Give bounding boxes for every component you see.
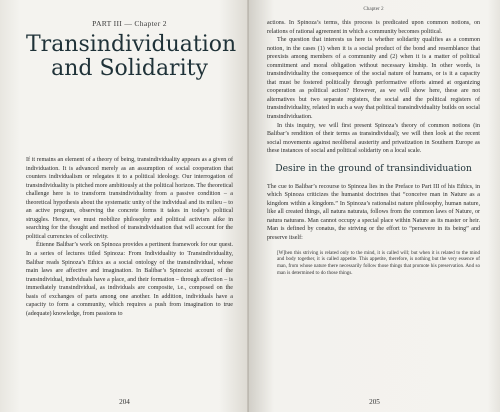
section-subheading: Desire in the ground of transindividuation xyxy=(275,162,472,174)
left-page xyxy=(0,0,249,412)
chapter-title-line-1: Transindividuation xyxy=(26,32,237,57)
left-body-text xyxy=(26,156,233,318)
page-number-left: 204 xyxy=(119,398,130,406)
running-head: Chapter 2 xyxy=(363,6,384,12)
left-paragraph-2: Étienne Balibar’s work on Spinoza provides a pertinent framework for our quest. In a series of lectures titled Spinoza: From Individuality to Transindividuality, Balibar reads Spinoza’s Ethics as a social ontology of the transindividual, whose main laws are affective and imagination. In Balibar’s Spinozist account of the transindividual, individuals have a place, and their formation – through affection – is immediately transindividual, as individuals are composite, i.e., composed on the basis of exchanges of parts among one another. In addition, individuals have a capacity to form a community, which requires a push from imagination to true (adequate) knowledge, from passions to xyxy=(26,242,233,317)
block-quote: [W]hen this striving is related only to the mind, it is called will; but when it is related to the mind and body together, it is called appetite. This appetite, therefore, is nothing but the very essence of man, from whose nature there necessarily follow those things that promote his preservation. And so man is determined to do those things. xyxy=(277,249,480,276)
left-paragraph-1: If it remains an element of a theory of being, transindividuality appears as a given of individuation. It is advanced merely as an assumption of social cooperation that counters individualism or relegates it to a political ideology. Our interrogation of transindividuality is pitched more ambitiously at the political horizon. The theoretical challenge here is to transform transindividuality from a passive condition – a theoretical hypothesis about the systematic unity of the individual and its milieu – to an active program, observing the concrete forms it takes in today’s political struggles. Hence, we must mobilize philosophy and political activism alike in searching for the thought and method of transindividuation that will account for the political currencies of collectivity. xyxy=(26,157,233,240)
chapter-title-line-2: and Solidarity xyxy=(51,56,208,81)
right-paragraph-2: The question that interests us here is whether solidarity qualifies as a common notion, in the cases (1) when it is a social product of the bond and resemblance that preexists among members of a community and (2) when it is a matter of political commitment and moral obligation without necessary kinship. In other words, is transindividuality the consequence of the social nature of humans, or is it a capacity that must be fostered politically through performative efforts aimed at organizing cooperation as political action? However, as we will show here, these are not alternatives but two separate registers, the social and the political registers of transindividuality, related in such a way that political transindividuality builds on social transindividuation. xyxy=(267,37,480,121)
page-number-right: 205 xyxy=(369,398,380,406)
part-chapter-label: PART III — Chapter 2 xyxy=(92,19,167,28)
right-paragraph-1: actions. In Spinoza’s terms, this process is predicated upon common notions, on relations of rational agreement in which a community becomes political. xyxy=(267,20,480,35)
right-page xyxy=(249,0,500,412)
chapter-title xyxy=(26,32,237,81)
right-body-text xyxy=(267,19,480,277)
right-paragraph-4: The cue to Balibar’s recourse to Spinoza lies in the Preface to Part III of his Ethics, in which Spinoza criticizes the humanist doctrines that “conceive man in Nature as a kingdom within a kingdom.” In Spinoza’s rationalist nature philosophy, human nature, like all created things, all natura naturata, follows from the common laws of Nature, or natura naturans. Man cannot occupy a special place within Nature as its master or heir. Man is defined by conatus, the striving or the effort to “persevere in its being” and preserve itself: xyxy=(267,183,480,242)
right-paragraph-3: In this inquiry, we will first present Spinoza’s theory of common notions (in Balibar’s rendition of their terms as transindividual); we will then look at the recent social movements against neoliberal austerity and privatization in Southern Europe as these instances of social and political solidarity on a local scale. xyxy=(267,122,480,155)
